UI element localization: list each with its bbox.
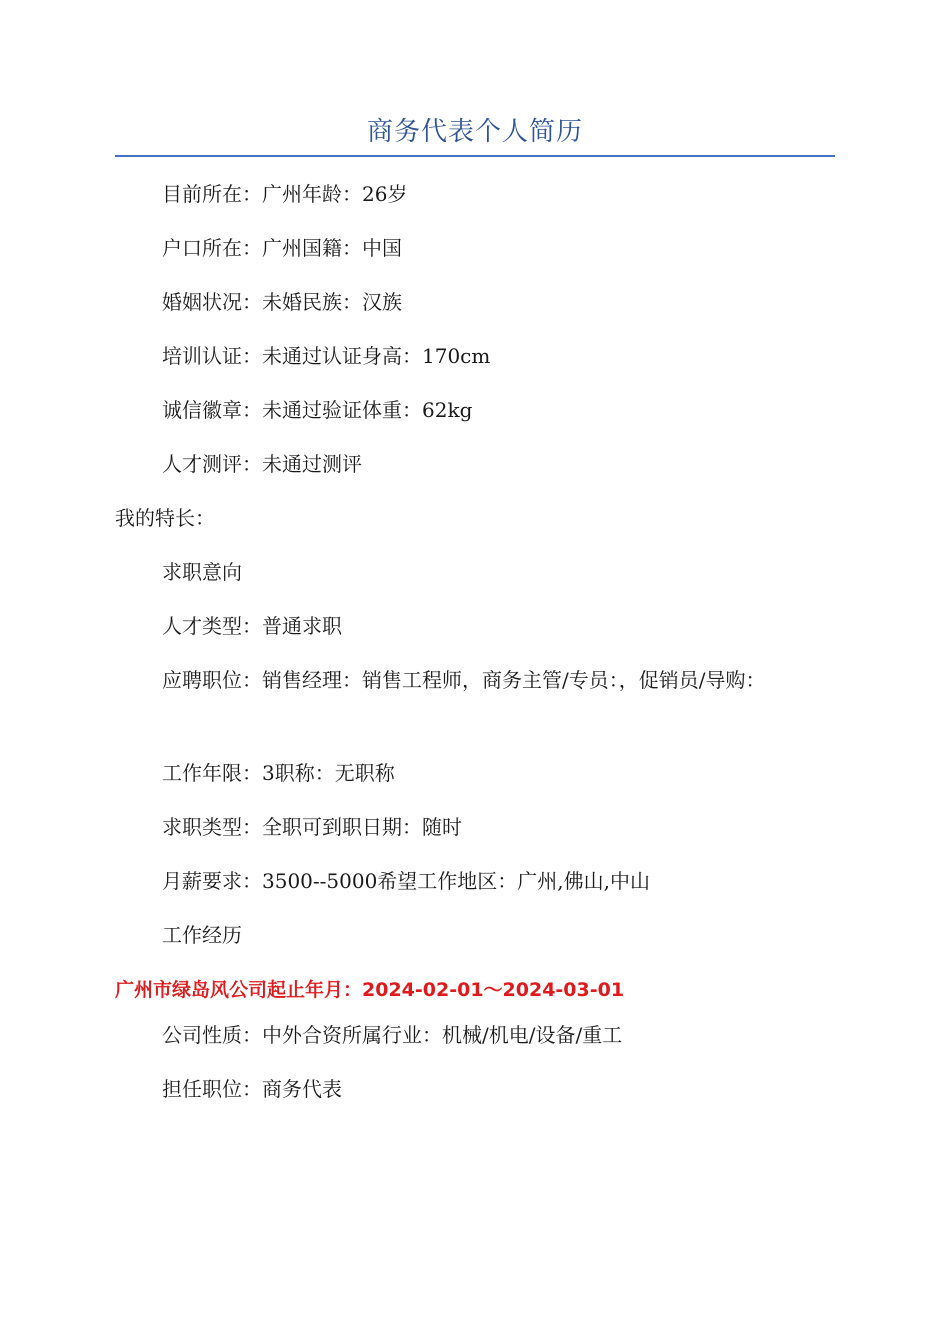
specialty-label: 我的特长： — [115, 506, 215, 530]
info-line-marital: 婚姻状况：未婚民族：汉族 — [162, 290, 402, 314]
years-line: 工作年限：3职称：无职称 — [162, 761, 395, 785]
info-line-assessment: 人才测评：未通过测评 — [162, 452, 362, 476]
info-line-badge: 诚信徽章：未通过验证体重：62kg — [162, 398, 473, 422]
info-line-location: 目前所在：广州年龄：26岁 — [162, 182, 408, 206]
info-line-hukou: 户口所在：广州国籍：中国 — [162, 236, 402, 260]
role-line: 担任职位：商务代表 — [162, 1077, 342, 1101]
company-nature-line: 公司性质：中外合资所属行业：机械/机电/设备/重工 — [162, 1023, 623, 1047]
talent-type-line: 人才类型：普通求职 — [162, 614, 342, 638]
info-line-training: 培训认证：未通过认证身高：170cm — [162, 344, 491, 368]
positions-line: 应聘职位：销售经理：销售工程师，商务主管/专员：，促销员/导购： — [162, 668, 766, 692]
company-heading: 广州市绿岛风公司起止年月：2024-02-01～2024-03-01 — [115, 979, 625, 1001]
page-title: 商务代表个人简历 — [366, 117, 583, 147]
work-history-heading: 工作经历 — [162, 923, 242, 947]
title-bar — [115, 112, 835, 157]
job-type-line: 求职类型：全职可到职日期：随时 — [162, 815, 462, 839]
job-intent-heading: 求职意向 — [162, 560, 242, 584]
salary-line: 月薪要求：3500--5000希望工作地区：广州,佛山,中山 — [162, 869, 651, 893]
